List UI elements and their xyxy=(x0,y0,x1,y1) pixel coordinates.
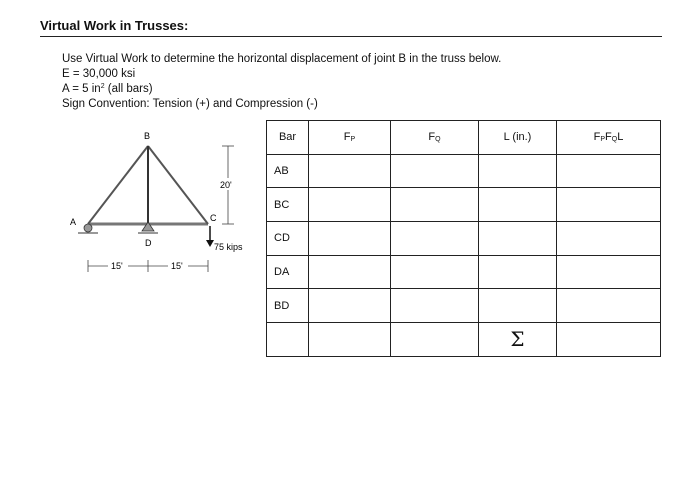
instruction-text: Use Virtual Work to determine the horizontal displacement of joint B in the truss below. xyxy=(62,53,502,65)
sum-empty-cell xyxy=(267,323,309,357)
length-cell[interactable] xyxy=(479,188,557,222)
member-ab xyxy=(88,146,148,224)
pin-support-a xyxy=(84,224,92,232)
header-fq: FQ xyxy=(391,121,479,155)
sum-empty-cell xyxy=(309,323,391,357)
sum-total-cell[interactable] xyxy=(557,323,661,357)
joint-label-d: D xyxy=(145,238,152,248)
problem-statement xyxy=(62,52,501,112)
header-length: L (in.) xyxy=(479,121,557,155)
fp-cell[interactable] xyxy=(309,222,391,256)
truss-diagram xyxy=(60,126,270,276)
product-cell[interactable] xyxy=(557,188,661,222)
joint-label-a: A xyxy=(70,217,77,227)
title-underline xyxy=(40,36,662,37)
table-row xyxy=(267,188,661,222)
length-cell[interactable] xyxy=(479,255,557,289)
fq-cell[interactable] xyxy=(391,154,479,188)
bar-label: CD xyxy=(267,222,309,256)
span-right-label: 15' xyxy=(171,261,183,271)
fq-cell[interactable] xyxy=(391,222,479,256)
sigma-symbol: Σ xyxy=(510,327,525,352)
joint-label-b: B xyxy=(144,131,151,141)
table-header-row xyxy=(267,121,661,155)
bar-label: BD xyxy=(267,289,309,323)
fp-cell[interactable] xyxy=(309,154,391,188)
load-arrow-head xyxy=(206,240,214,247)
area-text: A = 5 $in^2$ (all bars) xyxy=(62,83,153,95)
fq-cell[interactable] xyxy=(391,188,479,222)
fq-cell[interactable] xyxy=(391,255,479,289)
height-label: 20' xyxy=(220,180,232,190)
virtual-work-table xyxy=(266,120,661,357)
table-sum-row xyxy=(267,323,661,357)
fp-cell[interactable] xyxy=(309,188,391,222)
span-left-label: 15' xyxy=(111,261,123,271)
product-cell[interactable] xyxy=(557,255,661,289)
fp-cell[interactable] xyxy=(309,289,391,323)
fq-cell[interactable] xyxy=(391,289,479,323)
table-row xyxy=(267,154,661,188)
load-label: 75 kips xyxy=(214,242,243,252)
page-title: Virtual Work in Trusses: xyxy=(40,18,189,33)
member-bc xyxy=(148,146,208,224)
table-row xyxy=(267,222,661,256)
length-cell[interactable] xyxy=(479,222,557,256)
product-cell[interactable] xyxy=(557,222,661,256)
sum-empty-cell xyxy=(391,323,479,357)
fp-cell[interactable] xyxy=(309,255,391,289)
sum-symbol-cell xyxy=(479,323,557,357)
modulus-text: E = 30,000 ksi xyxy=(62,68,136,80)
table-row xyxy=(267,289,661,323)
table-row xyxy=(267,255,661,289)
bar-label: BC xyxy=(267,188,309,222)
bar-label: AB xyxy=(267,154,309,188)
header-bar: Bar xyxy=(267,121,309,155)
header-fp: FP xyxy=(309,121,391,155)
joint-label-c: C xyxy=(210,213,217,223)
product-cell[interactable] xyxy=(557,154,661,188)
sign-convention-text: Sign Convention: Tension (+) and Compression (-) xyxy=(62,98,318,110)
product-cell[interactable] xyxy=(557,289,661,323)
length-cell[interactable] xyxy=(479,289,557,323)
bar-label: DA xyxy=(267,255,309,289)
header-product: FPFQL xyxy=(557,121,661,155)
length-cell[interactable] xyxy=(479,154,557,188)
